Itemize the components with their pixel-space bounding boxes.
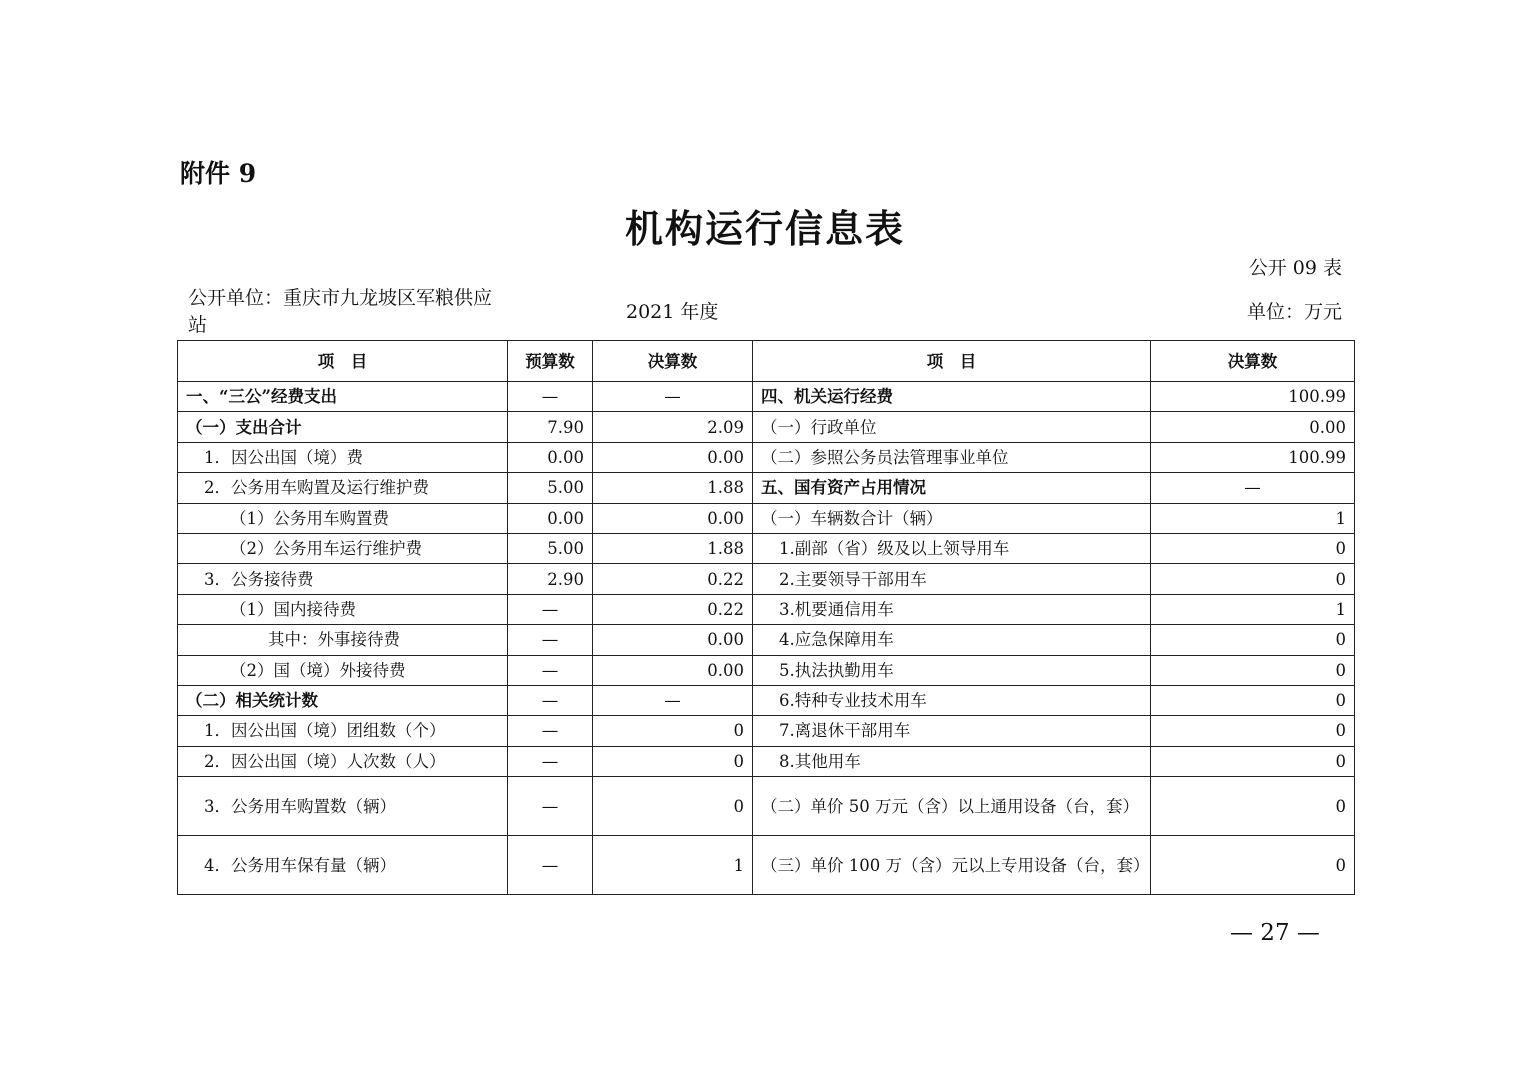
row-final: 0.22 — [593, 594, 753, 624]
row-final: 0 — [593, 716, 753, 746]
row-budget: — — [508, 625, 593, 655]
row-item: 2．公务用车购置及运行维护费 — [178, 473, 508, 503]
row-final-right: 0 — [1151, 533, 1355, 563]
row-item: 2．因公出国（境）人次数（人） — [178, 746, 508, 776]
row-budget: — — [508, 836, 593, 895]
fiscal-year: 2021 年度 — [626, 301, 719, 323]
row-final: 1.88 — [593, 533, 753, 563]
page-number: — 27 — — [1230, 920, 1320, 946]
table-row — [178, 836, 1355, 895]
row-item: 1．因公出国（境）费 — [178, 442, 508, 472]
row-final-right: 0 — [1151, 777, 1355, 836]
row-item-right: 8.其他用车 — [753, 746, 1151, 776]
row-item-right: 1.副部（省）级及以上领导用车 — [753, 533, 1151, 563]
header-final: 决算数 — [593, 341, 753, 382]
table-row — [178, 655, 1355, 685]
row-budget: — — [508, 716, 593, 746]
row-final: 1.88 — [593, 473, 753, 503]
row-budget: — — [508, 655, 593, 685]
row-item-right: 五、国有资产占用情况 — [753, 473, 1151, 503]
row-budget: 5.00 — [508, 473, 593, 503]
row-final: 0.00 — [593, 503, 753, 533]
row-item-right: 6.特种专业技术用车 — [753, 685, 1151, 715]
row-final: 0 — [593, 777, 753, 836]
row-item: 3．公务接待费 — [178, 564, 508, 594]
row-final-right: 0 — [1151, 655, 1355, 685]
table-row — [178, 594, 1355, 624]
row-budget: 0.00 — [508, 503, 593, 533]
row-item: 3．公务用车购置数（辆） — [178, 777, 508, 836]
row-final-right: 0.00 — [1151, 412, 1355, 442]
row-item: （1）公务用车购置费 — [178, 503, 508, 533]
row-item: 一、“三公”经费支出 — [178, 382, 508, 412]
row-item-right: （三）单价 100 万（含）元以上专用设备（台，套） — [753, 836, 1151, 895]
attachment-label: 附件 9 — [180, 159, 257, 188]
row-final: 2.09 — [593, 412, 753, 442]
table-row — [178, 533, 1355, 563]
row-item-right: 4.应急保障用车 — [753, 625, 1151, 655]
table-row — [178, 685, 1355, 715]
table-row — [178, 503, 1355, 533]
row-final-right: 0 — [1151, 746, 1355, 776]
row-final: — — [593, 685, 753, 715]
row-item-right: 2.主要领导干部用车 — [753, 564, 1151, 594]
table-row — [178, 412, 1355, 442]
table-row — [178, 442, 1355, 472]
row-final: 0.22 — [593, 564, 753, 594]
table-row — [178, 382, 1355, 412]
disclosing-unit: 公开单位：重庆市九龙坡区军粮供应站 — [188, 287, 493, 336]
row-item-right: （二）单价 50 万元（含）以上通用设备（台，套） — [753, 777, 1151, 836]
row-budget: 5.00 — [508, 533, 593, 563]
row-budget: 7.90 — [508, 412, 593, 442]
table-row — [178, 716, 1355, 746]
row-final-right: 0 — [1151, 836, 1355, 895]
row-final-right: — — [1151, 473, 1355, 503]
row-final-right: 1 — [1151, 594, 1355, 624]
row-item-right: 四、机关运行经费 — [753, 382, 1151, 412]
row-final: 0.00 — [593, 625, 753, 655]
table-header-row — [178, 341, 1355, 382]
row-budget: — — [508, 594, 593, 624]
row-final: 1 — [593, 836, 753, 895]
row-final-right: 0 — [1151, 685, 1355, 715]
table-row — [178, 777, 1355, 836]
row-item: 1．因公出国（境）团组数（个） — [178, 716, 508, 746]
page-title: 机构运行信息表 — [624, 206, 905, 251]
row-final-right: 0 — [1151, 625, 1355, 655]
row-budget: — — [508, 746, 593, 776]
header-final-right: 决算数 — [1151, 341, 1355, 382]
row-final: — — [593, 382, 753, 412]
row-budget: 0.00 — [508, 442, 593, 472]
row-item-right: 3.机要通信用车 — [753, 594, 1151, 624]
row-item-right: （二）参照公务员法管理事业单位 — [753, 442, 1151, 472]
row-item: （2）公务用车运行维护费 — [178, 533, 508, 563]
row-final-right: 100.99 — [1151, 442, 1355, 472]
row-final: 0.00 — [593, 442, 753, 472]
row-item: （1）国内接待费 — [178, 594, 508, 624]
row-final: 0 — [593, 746, 753, 776]
row-item: 4．公务用车保有量（辆） — [178, 836, 508, 895]
row-budget: — — [508, 685, 593, 715]
form-number: 公开 09 表 — [1248, 257, 1342, 279]
row-item-right: （一）车辆数合计（辆） — [753, 503, 1151, 533]
header-budget: 预算数 — [508, 341, 593, 382]
table-row — [178, 473, 1355, 503]
row-budget: — — [508, 777, 593, 836]
header-item: 项 目 — [178, 341, 508, 382]
currency-unit: 单位：万元 — [1246, 301, 1342, 323]
row-budget: — — [508, 382, 593, 412]
row-item-right: （一）行政单位 — [753, 412, 1151, 442]
row-final-right: 0 — [1151, 716, 1355, 746]
row-budget: 2.90 — [508, 564, 593, 594]
row-final-right: 1 — [1151, 503, 1355, 533]
row-item: （二）相关统计数 — [178, 685, 508, 715]
row-item-right: 5.执法执勤用车 — [753, 655, 1151, 685]
row-final-right: 100.99 — [1151, 382, 1355, 412]
row-final: 0.00 — [593, 655, 753, 685]
operation-info-table — [177, 340, 1355, 895]
table-row — [178, 625, 1355, 655]
row-final-right: 0 — [1151, 564, 1355, 594]
row-item: （2）国（境）外接待费 — [178, 655, 508, 685]
row-item-right: 7.离退休干部用车 — [753, 716, 1151, 746]
row-item: （一）支出合计 — [178, 412, 508, 442]
table-row — [178, 746, 1355, 776]
table-row — [178, 564, 1355, 594]
header-item-right: 项 目 — [753, 341, 1151, 382]
row-item: 其中：外事接待费 — [178, 625, 508, 655]
